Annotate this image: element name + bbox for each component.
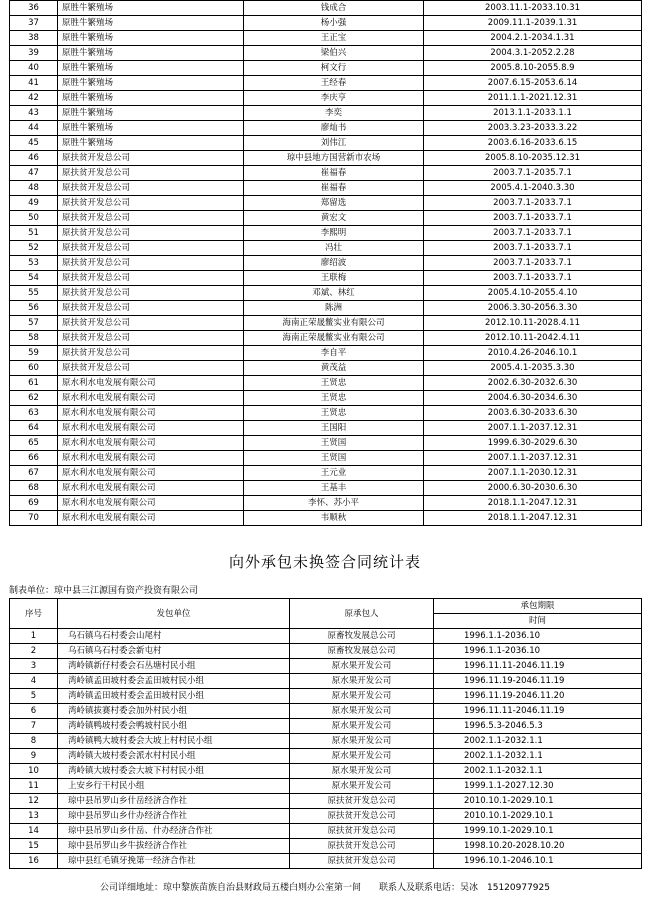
cell-orig: 原水果开发公司	[290, 764, 434, 779]
cell-unit: 原水利水电发展有限公司	[58, 496, 244, 511]
cell-no: 2	[10, 644, 58, 659]
cell-period: 2003.7.1-2035.7.1	[424, 166, 642, 181]
maker-unit: 制表单位：琼中县三江源国有资产投资有限公司	[9, 586, 199, 596]
cell-orig: 原水果开发公司	[290, 719, 434, 734]
cell-no: 1	[10, 629, 58, 644]
cell-no: 5	[10, 689, 58, 704]
cell-unit: 原扶贫开发总公司	[58, 196, 244, 211]
cell-unit: 原胜牛繁殖场	[58, 61, 244, 76]
cell-unit: 原胜牛繁殖场	[58, 16, 244, 31]
cell-no: 36	[10, 1, 58, 16]
cell-unit: 湾岭镇鸭坡村委会鸭坡村民小组	[58, 719, 290, 734]
unrenewed-contract-table	[9, 598, 642, 869]
cell-period: 2004.2.1-2034.1.31	[424, 31, 642, 46]
table-row	[10, 466, 642, 481]
cell-no: 48	[10, 181, 58, 196]
cell-unit: 原扶贫开发总公司	[58, 301, 244, 316]
cell-orig: 原畜牧发展总公司	[290, 629, 434, 644]
cell-contractor: 李自平	[244, 346, 424, 361]
table-row	[10, 31, 642, 46]
cell-unit: 原扶贫开发总公司	[58, 151, 244, 166]
cell-unit: 琼中县吊罗山乡什岳经济合作社	[58, 794, 290, 809]
cell-no: 56	[10, 301, 58, 316]
cell-no: 51	[10, 226, 58, 241]
table-row	[10, 644, 642, 659]
cell-period: 2013.1.1-2033.1.1	[424, 106, 642, 121]
cell-time: 1998.10.20-2028.10.20	[434, 839, 642, 854]
cell-unit: 原水利水电发展有限公司	[58, 376, 244, 391]
table-row	[10, 629, 642, 644]
cell-period: 2004.6.30-2034.6.30	[424, 391, 642, 406]
cell-time: 1996.10.1-2046.10.1	[434, 854, 642, 869]
cell-time: 2002.1.1-2032.1.1	[434, 734, 642, 749]
cell-no: 55	[10, 286, 58, 301]
header-orig: 原承包人	[290, 599, 434, 629]
cell-contractor: 王元业	[244, 466, 424, 481]
cell-period: 2012.10.11-2028.4.11	[424, 316, 642, 331]
cell-no: 4	[10, 674, 58, 689]
table-row	[10, 181, 642, 196]
cell-unit: 湾岭镇大坡村委会大坡下村村民小组	[58, 764, 290, 779]
table-row	[10, 136, 642, 151]
cell-period: 2003.11.1-2033.10.31	[424, 1, 642, 16]
cell-no: 42	[10, 91, 58, 106]
cell-contractor: 王贤国	[244, 436, 424, 451]
cell-time: 2010.10.1-2029.10.1	[434, 809, 642, 824]
table-row	[10, 61, 642, 76]
cell-time: 2002.1.1-2032.1.1	[434, 749, 642, 764]
cell-unit: 湾岭镇新仔村委会石丛塘村民小组	[58, 659, 290, 674]
table-row	[10, 196, 642, 211]
cell-period: 2003.7.1-2033.7.1	[424, 271, 642, 286]
table-row	[10, 764, 642, 779]
cell-orig: 原水果开发公司	[290, 749, 434, 764]
table-row	[10, 121, 642, 136]
cell-no: 43	[10, 106, 58, 121]
cell-contractor: 钱成合	[244, 1, 424, 16]
cell-unit: 琼中县吊罗山乡什办经济合作社	[58, 809, 290, 824]
cell-unit: 原扶贫开发总公司	[58, 211, 244, 226]
table-row	[10, 689, 642, 704]
cell-unit: 乌石镇乌石村委会新屯村	[58, 644, 290, 659]
cell-period: 1999.6.30-2029.6.30	[424, 436, 642, 451]
table-title: 向外承包未换签合同统计表	[228, 553, 421, 571]
cell-unit: 上安乡行干村民小组	[58, 779, 290, 794]
cell-no: 10	[10, 764, 58, 779]
table-row	[10, 734, 642, 749]
cell-unit: 原扶贫开发总公司	[58, 181, 244, 196]
cell-period: 2004.3.1-2052.2.28	[424, 46, 642, 61]
cell-contractor: 李熙明	[244, 226, 424, 241]
table-row	[10, 301, 642, 316]
table-row	[10, 391, 642, 406]
cell-contractor: 廖灿书	[244, 121, 424, 136]
cell-no: 13	[10, 809, 58, 824]
cell-no: 12	[10, 794, 58, 809]
table-row	[10, 226, 642, 241]
cell-unit: 原水利水电发展有限公司	[58, 436, 244, 451]
cell-unit: 原水利水电发展有限公司	[58, 391, 244, 406]
cell-no: 8	[10, 734, 58, 749]
cell-no: 64	[10, 421, 58, 436]
cell-time: 2010.10.1-2029.10.1	[434, 794, 642, 809]
cell-unit: 原扶贫开发总公司	[58, 316, 244, 331]
cell-period: 2002.6.30-2032.6.30	[424, 376, 642, 391]
cell-contractor: 王贤忠	[244, 376, 424, 391]
cell-period: 2007.1.1-2030.12.31	[424, 466, 642, 481]
cell-no: 44	[10, 121, 58, 136]
cell-time: 1996.1.1-2036.10	[434, 629, 642, 644]
table-row	[10, 16, 642, 31]
cell-period: 2005.8.10-2035.12.31	[424, 151, 642, 166]
cell-orig: 原畜牧发展总公司	[290, 644, 434, 659]
table-row	[10, 779, 642, 794]
table-row	[10, 511, 642, 526]
cell-period: 2007.1.1-2037.12.31	[424, 451, 642, 466]
cell-period: 2003.7.1-2033.7.1	[424, 211, 642, 226]
cell-orig: 原扶贫开发总公司	[290, 839, 434, 854]
cell-orig: 原扶贫开发总公司	[290, 824, 434, 839]
cell-contractor: 王正宝	[244, 31, 424, 46]
cell-no: 9	[10, 749, 58, 764]
cell-contractor: 王基丰	[244, 481, 424, 496]
table-row	[10, 361, 642, 376]
cell-unit: 原扶贫开发总公司	[58, 361, 244, 376]
cell-unit: 原胜牛繁殖场	[58, 106, 244, 121]
cell-unit: 湾岭镇孟田坡村委会孟田坡村民小组	[58, 674, 290, 689]
table-row	[10, 854, 642, 869]
cell-contractor: 黄宏文	[244, 211, 424, 226]
cell-unit: 原水利水电发展有限公司	[58, 466, 244, 481]
cell-unit: 乌石镇乌石村委会山尾村	[58, 629, 290, 644]
cell-unit: 原胜牛繁殖场	[58, 76, 244, 91]
cell-no: 7	[10, 719, 58, 734]
cell-contractor: 冯壮	[244, 241, 424, 256]
cell-orig: 原扶贫开发总公司	[290, 794, 434, 809]
land-contract-table-upper	[9, 0, 642, 526]
cell-no: 67	[10, 466, 58, 481]
cell-no: 52	[10, 241, 58, 256]
table-row	[10, 106, 642, 121]
table-row	[10, 286, 642, 301]
cell-period: 2007.1.1-2037.12.31	[424, 421, 642, 436]
cell-no: 39	[10, 46, 58, 61]
cell-no: 60	[10, 361, 58, 376]
cell-contractor: 王经春	[244, 76, 424, 91]
cell-period: 2003.7.1-2033.7.1	[424, 256, 642, 271]
cell-orig: 原扶贫开发总公司	[290, 854, 434, 869]
cell-unit: 原胜牛繁殖场	[58, 91, 244, 106]
cell-no: 14	[10, 824, 58, 839]
cell-unit: 湾岭镇孟田坡村委会孟田坡村民小组	[58, 689, 290, 704]
table-row	[10, 241, 642, 256]
cell-contractor: 陈洲	[244, 301, 424, 316]
cell-time: 1996.11.11-2046.11.19	[434, 659, 642, 674]
cell-contractor: 王国阳	[244, 421, 424, 436]
cell-orig: 原水果开发公司	[290, 674, 434, 689]
cell-unit: 湾岭镇鸭大坡村委会大坡上村村民小组	[58, 734, 290, 749]
table-row	[10, 824, 642, 839]
cell-unit: 湾岭镇大坡村委会派水村村民小组	[58, 749, 290, 764]
cell-period: 2003.6.16-2033.6.15	[424, 136, 642, 151]
cell-no: 63	[10, 406, 58, 421]
table-row	[10, 704, 642, 719]
cell-period: 2000.6.30-2030.6.30	[424, 481, 642, 496]
cell-unit: 原水利水电发展有限公司	[58, 406, 244, 421]
cell-contractor: 崔福春	[244, 166, 424, 181]
cell-contractor: 李庆亨	[244, 91, 424, 106]
cell-no: 53	[10, 256, 58, 271]
header-no: 序号	[10, 599, 58, 629]
cell-no: 41	[10, 76, 58, 91]
cell-period: 2003.7.1-2033.7.1	[424, 226, 642, 241]
cell-time: 1996.11.19-2046.11.19	[434, 674, 642, 689]
cell-no: 62	[10, 391, 58, 406]
table-row	[10, 809, 642, 824]
cell-contractor: 海南正荣晟鳖实业有限公司	[244, 316, 424, 331]
cell-unit: 原胜牛繁殖场	[58, 46, 244, 61]
table-row	[10, 436, 642, 451]
cell-period: 2003.7.1-2033.7.1	[424, 196, 642, 211]
table-row	[10, 91, 642, 106]
cell-no: 66	[10, 451, 58, 466]
cell-unit: 原扶贫开发总公司	[58, 256, 244, 271]
cell-no: 69	[10, 496, 58, 511]
cell-orig: 原水果开发公司	[290, 659, 434, 674]
cell-no: 70	[10, 511, 58, 526]
cell-orig: 原水果开发公司	[290, 734, 434, 749]
cell-contractor: 刘伟江	[244, 136, 424, 151]
cell-period: 2010.4.26-2046.10.1	[424, 346, 642, 361]
cell-no: 49	[10, 196, 58, 211]
cell-unit: 原水利水电发展有限公司	[58, 451, 244, 466]
cell-period: 2018.1.1-2047.12.31	[424, 511, 642, 526]
cell-contractor: 李怀、苏小平	[244, 496, 424, 511]
cell-time: 1999.10.1-2029.10.1	[434, 824, 642, 839]
cell-time: 1996.11.11-2046.11.19	[434, 704, 642, 719]
cell-no: 3	[10, 659, 58, 674]
table-row	[10, 256, 642, 271]
table-row	[10, 166, 642, 181]
cell-period: 2009.11.1-2039.1.31	[424, 16, 642, 31]
table-row	[10, 421, 642, 436]
cell-period: 2006.3.30-2056.3.30	[424, 301, 642, 316]
cell-unit: 原扶贫开发总公司	[58, 286, 244, 301]
table-row	[10, 331, 642, 346]
table-row	[10, 406, 642, 421]
cell-unit: 原水利水电发展有限公司	[58, 481, 244, 496]
cell-no: 47	[10, 166, 58, 181]
cell-period: 2012.10.11-2042.4.11	[424, 331, 642, 346]
cell-no: 54	[10, 271, 58, 286]
cell-period: 2005.8.10-2055.8.9	[424, 61, 642, 76]
table-row	[10, 271, 642, 286]
table-row	[10, 496, 642, 511]
cell-no: 37	[10, 16, 58, 31]
header-unit: 发包单位	[58, 599, 290, 629]
table-row	[10, 719, 642, 734]
cell-no: 57	[10, 316, 58, 331]
table-row	[10, 794, 642, 809]
table-row	[10, 749, 642, 764]
table-row	[10, 211, 642, 226]
cell-unit: 原扶贫开发总公司	[58, 241, 244, 256]
table-row	[10, 659, 642, 674]
cell-contractor: 柯文行	[244, 61, 424, 76]
cell-unit: 原胜牛繁殖场	[58, 1, 244, 16]
cell-no: 65	[10, 436, 58, 451]
table-row	[10, 76, 642, 91]
cell-no: 59	[10, 346, 58, 361]
cell-no: 11	[10, 779, 58, 794]
cell-unit: 原胜牛繁殖场	[58, 136, 244, 151]
cell-no: 50	[10, 211, 58, 226]
header-period: 承包期限	[434, 599, 642, 614]
cell-time: 2002.1.1-2032.1.1	[434, 764, 642, 779]
cell-contractor: 邓斌、林红	[244, 286, 424, 301]
cell-unit: 原扶贫开发总公司	[58, 346, 244, 361]
table-row	[10, 316, 642, 331]
cell-unit: 原扶贫开发总公司	[58, 166, 244, 181]
cell-orig: 原水果开发公司	[290, 779, 434, 794]
cell-no: 46	[10, 151, 58, 166]
cell-time: 1996.1.1-2036.10	[434, 644, 642, 659]
cell-no: 40	[10, 61, 58, 76]
table-row	[10, 839, 642, 854]
table-row	[10, 46, 642, 61]
cell-period: 2005.4.1-2040.3.30	[424, 181, 642, 196]
cell-contractor: 海南正荣晟鳖实业有限公司	[244, 331, 424, 346]
cell-period: 2005.4.10-2055.4.10	[424, 286, 642, 301]
cell-contractor: 琼中县地方国营新市农场	[244, 151, 424, 166]
cell-contractor: 王贤国	[244, 451, 424, 466]
cell-time: 1996.5.3-2046.5.3	[434, 719, 642, 734]
cell-contractor: 崔福春	[244, 181, 424, 196]
table-row	[10, 451, 642, 466]
cell-contractor: 黄茂益	[244, 361, 424, 376]
cell-unit: 琼中县红毛镇牙挽第一经济合作社	[58, 854, 290, 869]
cell-no: 38	[10, 31, 58, 46]
cell-period: 2005.4.1-2035.3.30	[424, 361, 642, 376]
cell-unit: 原扶贫开发总公司	[58, 331, 244, 346]
cell-period: 2018.1.1-2047.12.31	[424, 496, 642, 511]
table-row	[10, 1, 642, 16]
cell-no: 45	[10, 136, 58, 151]
cell-unit: 琼中县吊罗山乡牛拔经济合作社	[58, 839, 290, 854]
table-row	[10, 376, 642, 391]
cell-no: 15	[10, 839, 58, 854]
cell-contractor: 王贤忠	[244, 406, 424, 421]
table-row	[10, 481, 642, 496]
header-time: 时间	[434, 614, 642, 629]
cell-no: 68	[10, 481, 58, 496]
cell-contractor: 郑留选	[244, 196, 424, 211]
cell-contractor: 韦顺秋	[244, 511, 424, 526]
cell-no: 16	[10, 854, 58, 869]
cell-time: 1999.1.1-2027.12.30	[434, 779, 642, 794]
cell-unit: 原胜牛繁殖场	[58, 31, 244, 46]
cell-contractor: 王贤忠	[244, 391, 424, 406]
cell-unit: 原胜牛繁殖场	[58, 121, 244, 136]
cell-period: 2003.3.23-2033.3.22	[424, 121, 642, 136]
cell-unit: 原水利水电发展有限公司	[58, 421, 244, 436]
cell-unit: 琼中县吊罗山乡什岳、什办经济合作社	[58, 824, 290, 839]
table-row	[10, 151, 642, 166]
cell-period: 2007.6.15-2053.6.14	[424, 76, 642, 91]
cell-no: 61	[10, 376, 58, 391]
cell-orig: 原水果开发公司	[290, 689, 434, 704]
table-row	[10, 674, 642, 689]
table-row	[10, 346, 642, 361]
cell-unit: 原扶贫开发总公司	[58, 271, 244, 286]
company-footer: 公司详细地址：琼中黎族苗族自治县财政局五楼白则办公室第一间 联系人及联系电话：吴冰 15120977925	[100, 883, 550, 893]
cell-no: 58	[10, 331, 58, 346]
cell-unit: 湾岭镇拔赛村委会加外村民小组	[58, 704, 290, 719]
cell-period: 2011.1.1-2021.12.31	[424, 91, 642, 106]
cell-orig: 原扶贫开发总公司	[290, 809, 434, 824]
cell-orig: 原水果开发公司	[290, 704, 434, 719]
cell-unit: 原扶贫开发总公司	[58, 226, 244, 241]
cell-contractor: 廖绍波	[244, 256, 424, 271]
cell-period: 2003.7.1-2033.7.1	[424, 241, 642, 256]
cell-period: 2003.6.30-2033.6.30	[424, 406, 642, 421]
cell-time: 1996.11.19-2046.11.20	[434, 689, 642, 704]
cell-contractor: 梁伯兴	[244, 46, 424, 61]
cell-contractor: 杨小强	[244, 16, 424, 31]
cell-contractor: 李奕	[244, 106, 424, 121]
cell-unit: 原水利水电发展有限公司	[58, 511, 244, 526]
cell-contractor: 王联梅	[244, 271, 424, 286]
cell-no: 6	[10, 704, 58, 719]
